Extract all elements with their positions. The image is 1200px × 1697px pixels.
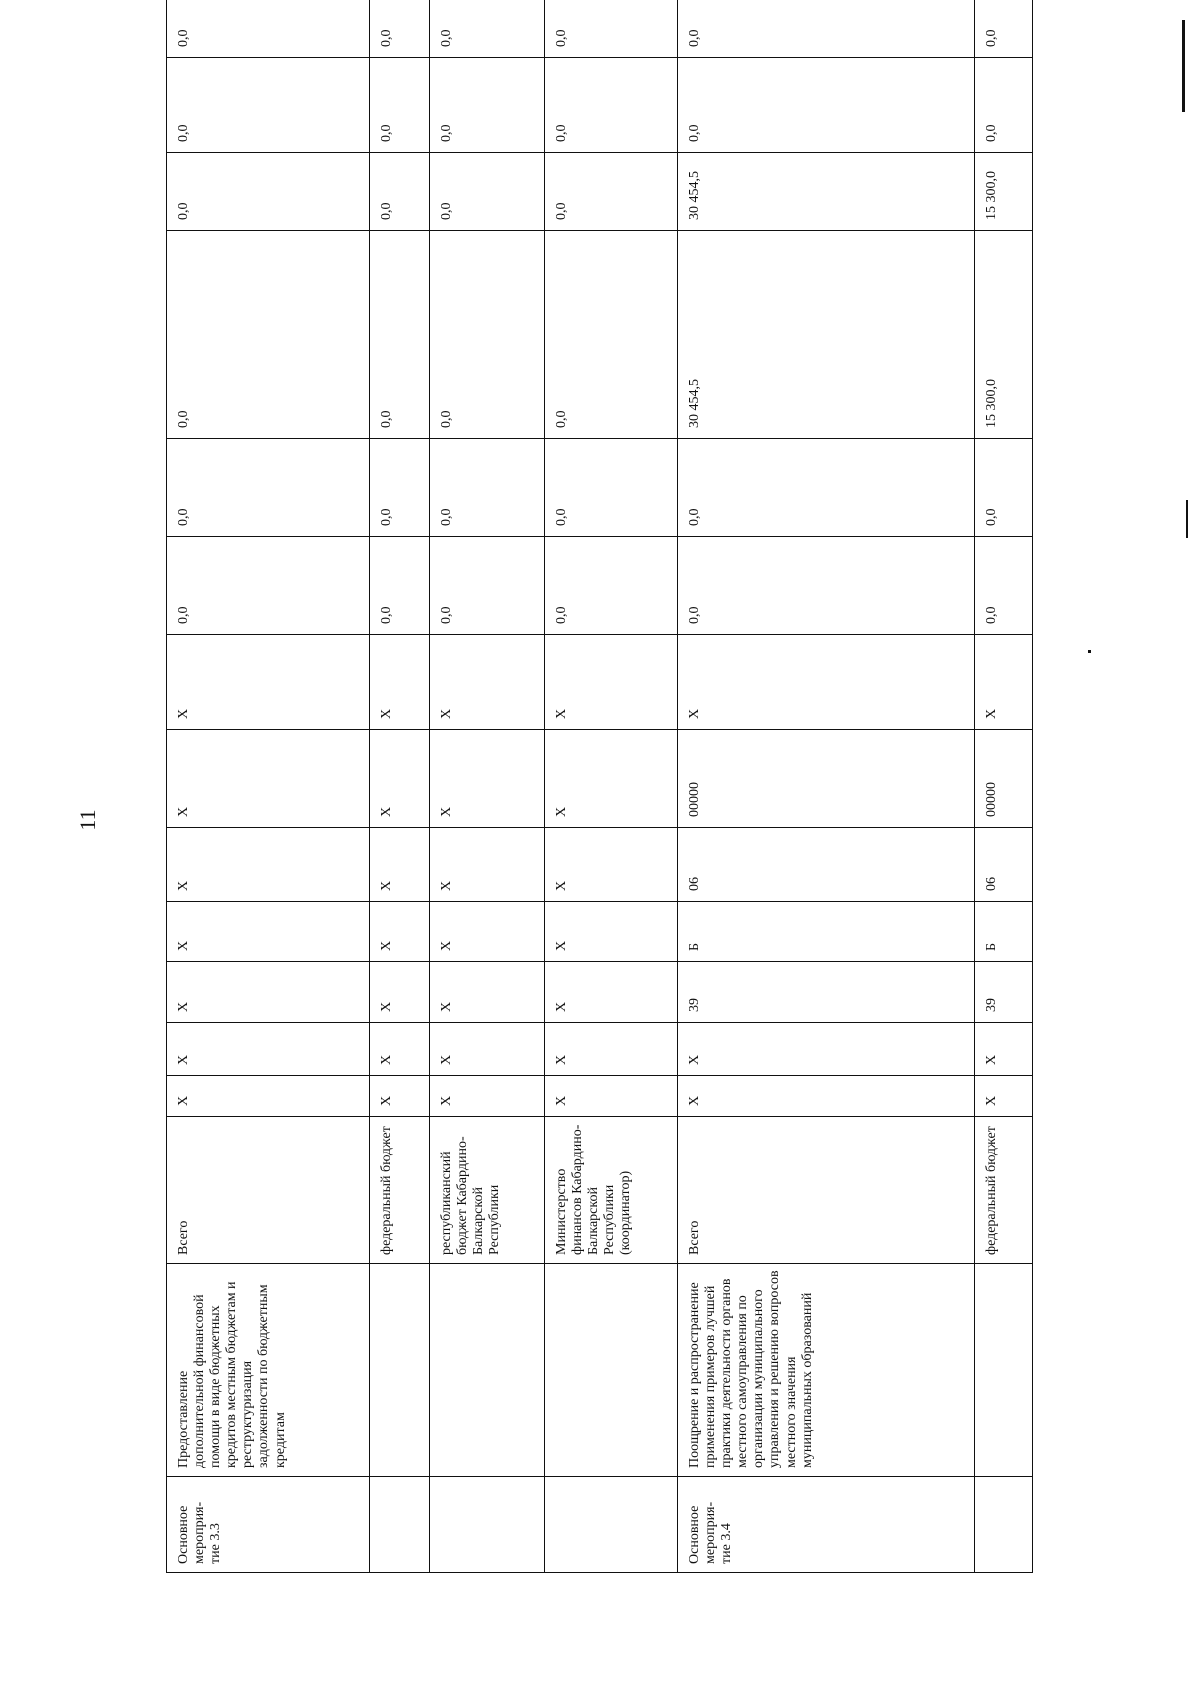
amount-cell: 0,0 (545, 153, 678, 231)
budget-code-cell: Х (430, 635, 545, 730)
funding-source-cell: федеральный бюджет (975, 1117, 1033, 1264)
table-row (545, 0, 678, 1573)
amount-cell: 0,0 (430, 0, 545, 58)
funding-source-cell: республиканский бюджет Кабардино-Балкарской Республики (430, 1117, 545, 1264)
page-number: 11 (75, 809, 100, 831)
budget-code-cell: Х (370, 1076, 430, 1117)
measure-name-cell: Поощрение и распространение применения примеров лучшей практики деятельности органов местного самоуправления по организации муниципального управления и решению вопросов местного значения муниципальных образований (678, 1264, 975, 1477)
table-row (975, 0, 1033, 1573)
amount-cell: 0,0 (678, 58, 975, 153)
budget-code-cell: Х (370, 1023, 430, 1076)
amount-cell: 0,0 (370, 231, 430, 439)
measure-number-cell (975, 1477, 1033, 1573)
amount-cell: 0,0 (678, 439, 975, 537)
budget-code-cell: Х (545, 730, 678, 828)
amount-cell: 0,0 (975, 0, 1033, 58)
measure-number-cell (430, 1477, 545, 1573)
measure-number-cell: Основное мероприя-тие 3.3 (167, 1477, 370, 1573)
amount-cell: 0,0 (678, 537, 975, 635)
amount-cell: 0,0 (370, 58, 430, 153)
budget-code-cell: Х (430, 1023, 545, 1076)
budget-code-cell: Х (430, 1076, 545, 1117)
budget-code-cell: Х (545, 1076, 678, 1117)
funding-source-cell: Всего (167, 1117, 370, 1264)
amount-cell: 15 300,0 (975, 153, 1033, 231)
budget-code-cell: 06 (975, 828, 1033, 902)
budget-code-cell: Х (370, 962, 430, 1023)
budget-code-cell: Х (545, 1023, 678, 1076)
amount-cell: 0,0 (975, 58, 1033, 153)
amount-cell: 30 454,5 (678, 231, 975, 439)
amount-cell: 0,0 (370, 439, 430, 537)
amount-cell: 0,0 (545, 537, 678, 635)
amount-cell: 30 454,5 (678, 153, 975, 231)
budget-code-cell: 39 (975, 962, 1033, 1023)
budget-code-cell: Х (545, 828, 678, 902)
budget-code-cell: 06 (678, 828, 975, 902)
budget-table (166, 0, 1033, 1573)
amount-cell: 15 300,0 (975, 231, 1033, 439)
amount-cell: 0,0 (430, 439, 545, 537)
measure-name-cell (545, 1264, 678, 1477)
table-row (167, 0, 370, 1573)
budget-code-cell: Х (975, 1023, 1033, 1076)
amount-cell: 0,0 (975, 439, 1033, 537)
amount-cell: 0,0 (975, 537, 1033, 635)
rotated-table-wrapper (166, 28, 1032, 1573)
measure-number-cell (370, 1477, 430, 1573)
amount-cell: 0,0 (370, 537, 430, 635)
amount-cell: 0,0 (370, 153, 430, 231)
measure-number-cell (545, 1477, 678, 1573)
amount-cell: 0,0 (430, 537, 545, 635)
table-row (430, 0, 545, 1573)
budget-code-cell: Х (545, 962, 678, 1023)
budget-code-cell: Х (545, 635, 678, 730)
amount-cell: 0,0 (545, 0, 678, 58)
measure-name-cell (975, 1264, 1033, 1477)
amount-cell: 0,0 (167, 231, 370, 439)
amount-cell: 0,0 (430, 231, 545, 439)
amount-cell: 0,0 (167, 439, 370, 537)
funding-source-cell: Министерство финансов Кабардино-Балкарской Республики (координатор) (545, 1117, 678, 1264)
funding-source-cell: Всего (678, 1117, 975, 1264)
measure-name-cell (370, 1264, 430, 1477)
amount-cell: 0,0 (545, 439, 678, 537)
budget-code-cell: 00000 (678, 730, 975, 828)
measure-name-cell (430, 1264, 545, 1477)
measure-name-cell: Предоставление дополнительной финансовой помощи в виде бюджетных кредитов местным бюджетам и реструктуризация задолженности по бюджетным кредитам (167, 1264, 370, 1477)
budget-code-cell: Х (167, 902, 370, 962)
budget-code-cell: Х (678, 1076, 975, 1117)
budget-code-cell: Х (430, 902, 545, 962)
budget-code-cell: Х (678, 635, 975, 730)
budget-code-cell: Б (975, 902, 1033, 962)
budget-code-cell: Х (370, 902, 430, 962)
budget-code-cell: Х (545, 902, 678, 962)
budget-code-cell: Х (167, 828, 370, 902)
budget-code-cell: Х (167, 1076, 370, 1117)
budget-code-cell: 39 (678, 962, 975, 1023)
amount-cell: 0,0 (545, 58, 678, 153)
budget-code-cell: Х (430, 730, 545, 828)
amount-cell: 0,0 (167, 58, 370, 153)
budget-code-cell: Х (167, 730, 370, 828)
budget-code-cell: Х (370, 635, 430, 730)
measure-number-cell: Основное мероприя-тие 3.4 (678, 1477, 975, 1573)
table-row (678, 0, 975, 1573)
budget-code-cell: Х (975, 1076, 1033, 1117)
scan-mark (1186, 500, 1188, 538)
budget-code-cell: Х (167, 1023, 370, 1076)
budget-code-cell: Х (975, 635, 1033, 730)
budget-code-cell: 00000 (975, 730, 1033, 828)
amount-cell: 0,0 (167, 537, 370, 635)
amount-cell: 0,0 (545, 231, 678, 439)
budget-code-cell: Х (167, 635, 370, 730)
budget-code-cell: Х (370, 730, 430, 828)
funding-source-cell: федеральный бюджет (370, 1117, 430, 1264)
amount-cell: 0,0 (678, 0, 975, 58)
table-row (370, 0, 430, 1573)
budget-code-cell: Х (167, 962, 370, 1023)
budget-code-cell: Х (430, 828, 545, 902)
scan-mark (1088, 650, 1091, 653)
scan-mark (1182, 20, 1185, 112)
budget-code-cell: Б (678, 902, 975, 962)
amount-cell: 0,0 (370, 0, 430, 58)
budget-code-cell: Х (430, 962, 545, 1023)
budget-code-cell: Х (678, 1023, 975, 1076)
amount-cell: 0,0 (430, 153, 545, 231)
amount-cell: 0,0 (167, 153, 370, 231)
amount-cell: 0,0 (430, 58, 545, 153)
amount-cell: 0,0 (167, 0, 370, 58)
budget-code-cell: Х (370, 828, 430, 902)
